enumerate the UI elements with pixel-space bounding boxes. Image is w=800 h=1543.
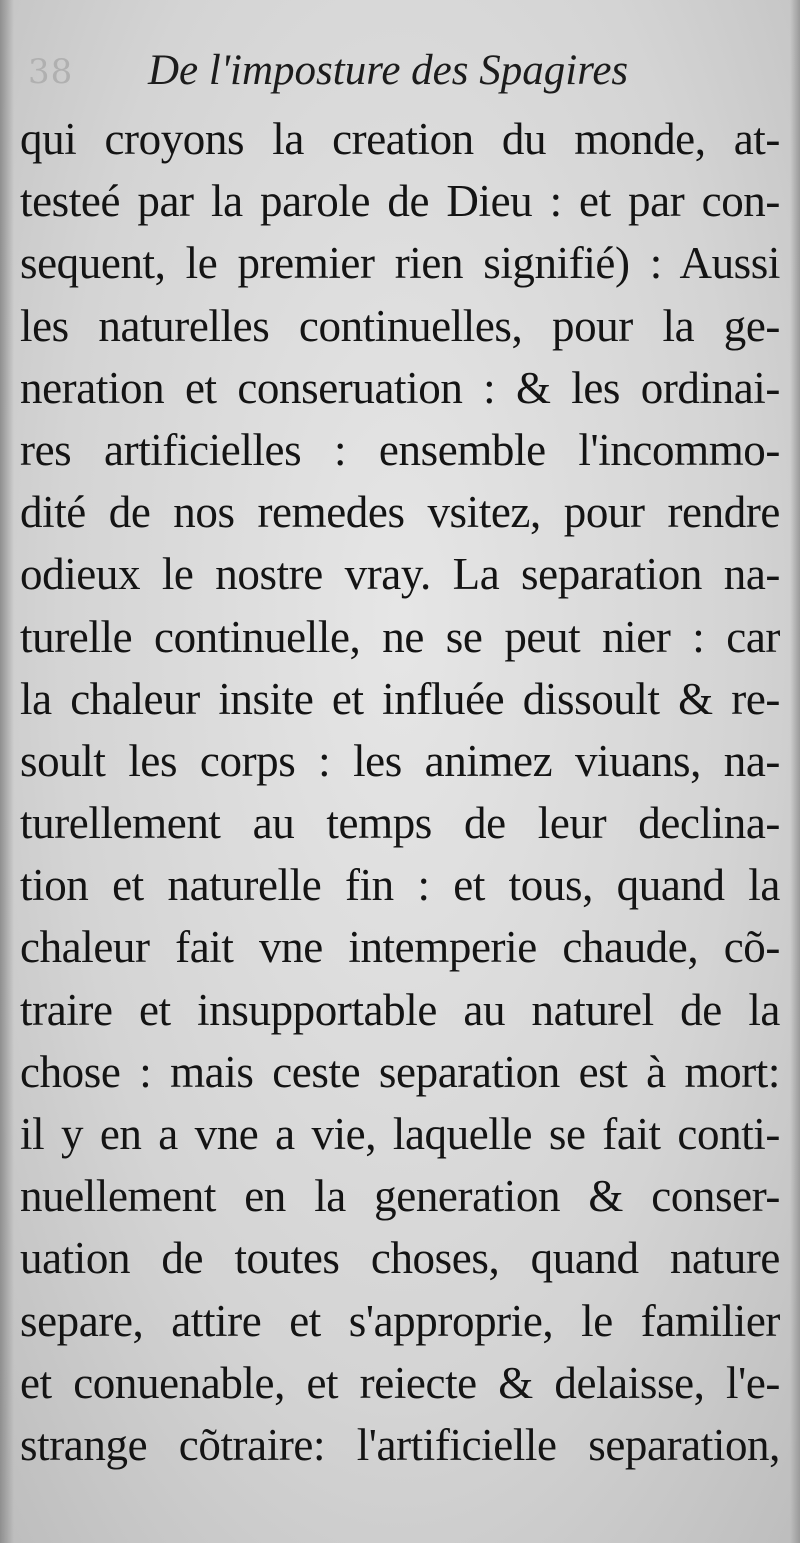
text-line: tion et naturelle fin : et tous, quand la [20,860,780,911]
text-line: qui croyons la creation du monde, at- [20,114,780,164]
text-line: nuellement en la generation & conser- [20,1171,780,1222]
page-number: 38 [28,52,74,92]
text-line: soult les corps : les animez viuans, na- [20,735,780,786]
text-line: traire et insupportable au naturel de la [20,984,780,1035]
text-line: res artificielles : ensemble l'incommo- [20,424,780,475]
text-line: separe, attire et s'approprie, le familier [20,1295,780,1346]
running-head: De l'imposture des Spagires [148,47,629,94]
text-line: neration et conseruation : & les ordinai- [20,362,780,413]
page-edge-shadow-right [790,0,800,1543]
text-line: testeé par la parole de Dieu : et par con- [20,176,780,227]
text-line: il y en a vne a vie, laquelle se fait conti- [20,1109,780,1159]
text-line: sequent, le premier rien signifié) : Aussi [20,238,780,289]
text-line: les naturelles continuelles, pour la ge- [20,300,780,351]
text-line: chose : mais ceste separation est à mort: [20,1046,780,1097]
text-line: chaleur fait vne intemperie chaude, cõ- [20,922,780,973]
body-text [20,108,780,1476]
text-line: odieux le nostre vray. La separation na- [20,549,780,600]
text-line: et conuenable, et reiecte & delaisse, l'e- [20,1357,780,1408]
text-line: uation de toutes choses, quand nature [20,1233,780,1284]
page-edge-shadow-left [0,0,14,1543]
text-line: dité de nos remedes vsitez, pour rendre [20,487,780,538]
text-line: turellement au temps de leur declina- [20,798,780,849]
text-line: turelle continuelle, ne se peut nier : car [20,611,780,662]
text-line: la chaleur insite et influée dissoult & re- [20,673,780,724]
text-line: strange cõtraire: l'artificielle separation, [20,1419,780,1470]
